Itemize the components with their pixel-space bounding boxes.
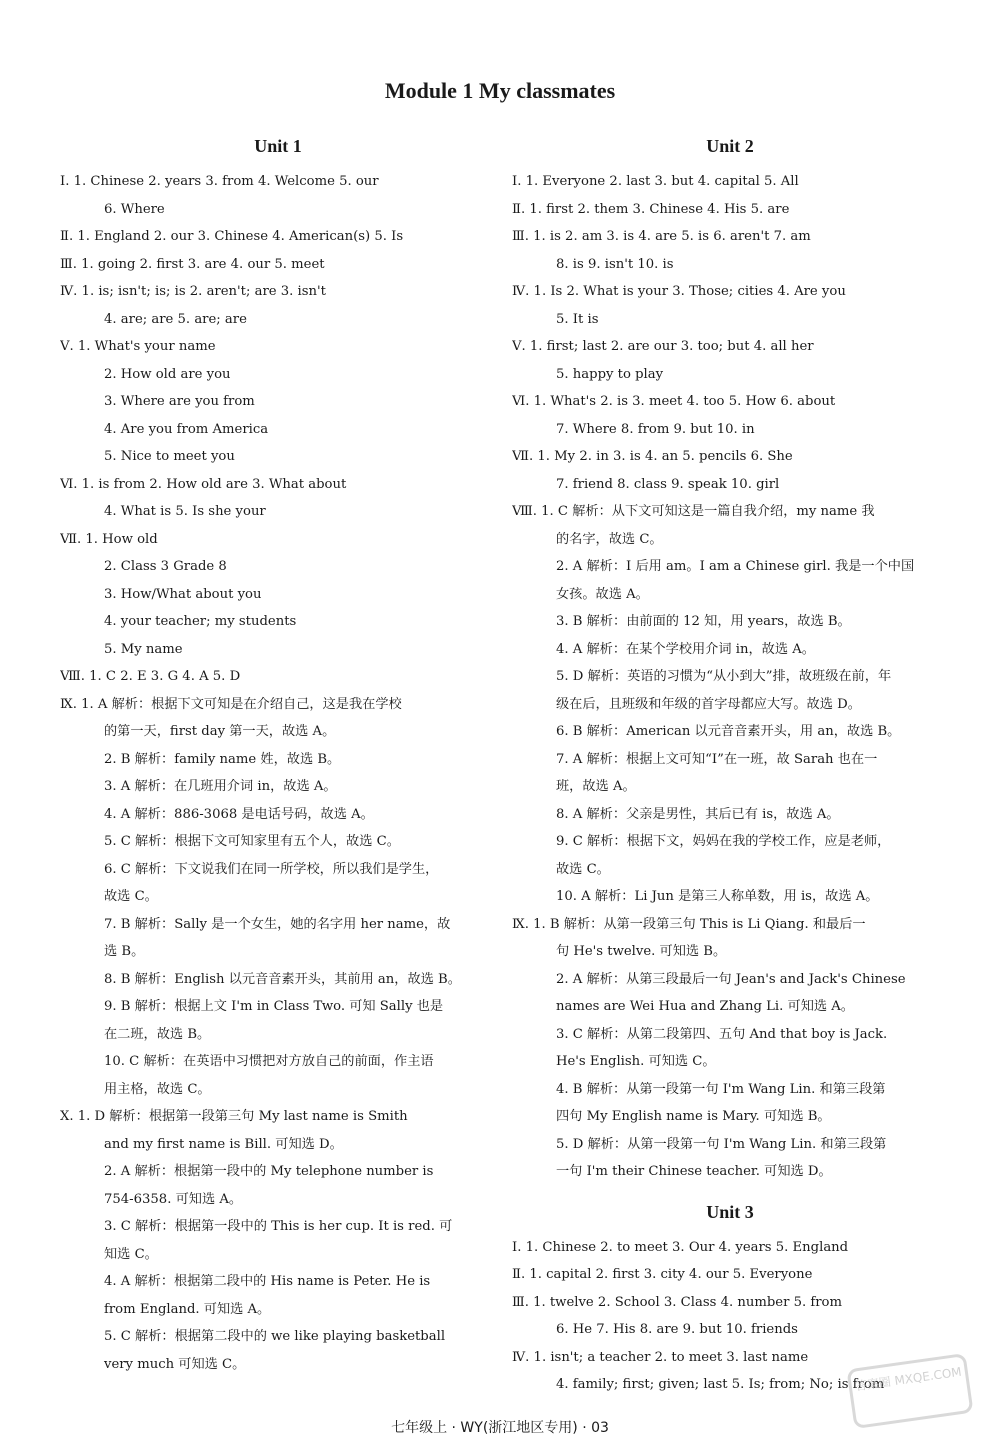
answer-line: Ⅱ. 1. England 2. our 3. Chinese 4. American(s) 5. Is <box>60 229 404 244</box>
answer-line: Ⅲ. 1. going 2. first 3. are 4. our 5. meet <box>60 256 325 272</box>
answer-line: Ⅳ. 1. Is 2. What is your 3. Those; cities 4. Are you <box>512 284 846 299</box>
answer-line: Ⅷ. 1. C 2. E 3. G 4. A 5. D <box>60 669 241 684</box>
answer-line: 5. My name <box>104 641 183 657</box>
answer-line: Ⅱ. 1. first 2. them 3. Chinese 4. His 5. are <box>512 201 790 217</box>
answer-line: Ⅳ. 1. isn't; a teacher 2. to meet 3. last name <box>512 1349 809 1365</box>
answer-line: 知选 C。 <box>104 1246 158 1262</box>
answer-line: 10. C 解析：在英语中习惯把对方放自己的前面，作主语 <box>104 1054 434 1069</box>
answer-line: 2. A 解析：根据第一段中的 My telephone number is <box>104 1164 434 1179</box>
answer-line: 7. Where 8. from 9. but 10. in <box>556 421 755 437</box>
unit-1-heading: Unit 1 <box>254 136 302 156</box>
answer-line: Ⅲ. 1. twelve 2. School 3. Class 4. number 5. from <box>512 1294 842 1310</box>
answer-line: names are Wei Hua and Zhang Li. 可知选 A。 <box>556 999 854 1014</box>
answer-line: Ⅲ. 1. is 2. am 3. is 4. are 5. is 6. aren't 7. am <box>512 229 811 244</box>
answer-line: 在二班，故选 B。 <box>104 1026 211 1042</box>
answer-line: 故选 C。 <box>556 861 610 877</box>
answer-line: 4. A 解析：在某个学校用介词 in，故选 A。 <box>556 641 815 657</box>
answer-line: 4. A 解析：886-3068 是电话号码，故选 A。 <box>104 806 374 822</box>
answer-line: 的第一天，first day 第一天，故选 A。 <box>104 724 336 739</box>
answer-line: 3. C 解析：从第二段第四、五句 And that boy is Jack. <box>556 1026 888 1042</box>
answer-line: 5. happy to play <box>556 366 664 382</box>
answer-line: 9. C 解析：根据下文，妈妈在我的学校工作，应是老师， <box>556 834 891 849</box>
answer-line: 2. A 解析：从第三段最后一句 Jean's and Jack's Chinese <box>556 971 906 987</box>
answer-line: 4. Are you from America <box>104 421 269 437</box>
answer-line: 6. He 7. His 8. are 9. but 10. friends <box>556 1322 798 1337</box>
page-footer: 七年级上 · WY(浙江地区专用) · 03 <box>391 1420 609 1436</box>
answer-line: 7. friend 8. class 9. speak 10. girl <box>556 476 780 492</box>
answer-line: 用主格，故选 C。 <box>104 1081 211 1097</box>
answer-line: Ⅶ. 1. How old <box>60 531 158 547</box>
answer-line: 的名字，故选 C。 <box>556 531 663 547</box>
answer-line: 选 B。 <box>104 944 145 959</box>
answer-line: 3. A 解析：在几班用介词 in，故选 A。 <box>104 779 337 794</box>
answer-line: Ⅸ. 1. B 解析：从第一段第三句 This is Li Qiang. 和最后一 <box>512 916 866 932</box>
answer-line: 7. A 解析：根据上文可知“I”在一班，故 Sarah 也在一 <box>556 751 878 767</box>
answer-line: Ⅴ. 1. first; last 2. are our 3. too; but 4. all her <box>512 339 814 354</box>
answer-line: from England. 可知选 A。 <box>104 1301 271 1317</box>
answer-line: Ⅰ. 1. Everyone 2. last 3. but 4. capital 5. All <box>512 174 799 189</box>
unit-2-answers <box>512 168 948 1186</box>
answer-line: 4. A 解析：根据第二段中的 His name is Peter. He is <box>104 1274 431 1289</box>
answer-line: Ⅳ. 1. is; isn't; is; is 2. aren't; are 3. isn't <box>60 284 326 299</box>
answer-line: 9. B 解析：根据上文 I'm in Class Two. 可知 Sally 也是 <box>104 999 444 1014</box>
unit-1-answers <box>60 168 496 1378</box>
answer-line: 4. are; are 5. are; are <box>104 311 247 327</box>
answer-line: 6. C 解析：下文说我们在同一所学校，所以我们是学生， <box>104 861 439 877</box>
answer-line: 5. D 解析：从第一段第一句 I'm Wang Lin. 和第三段第 <box>556 1136 887 1152</box>
answer-line: 8. A 解析：父亲是男性，其后已有 is，故选 A。 <box>556 806 840 822</box>
answer-line: 故选 C。 <box>104 889 158 904</box>
answer-line: 5. It is <box>556 311 599 327</box>
answer-line: Ⅴ. 1. What's your name <box>60 339 216 354</box>
answer-line: 10. A 解析：Li Jun 是第三人称单数，用 is，故选 A。 <box>556 889 879 904</box>
answer-line: Ⅱ. 1. capital 2. first 3. city 4. our 5. Everyone <box>512 1267 813 1282</box>
answer-line: Ⅹ. 1. D 解析：根据第一段第三句 My last name is Smith <box>60 1109 408 1124</box>
answer-line: He's English. 可知选 C。 <box>556 1054 716 1069</box>
answer-line: 6. Where <box>104 201 165 217</box>
answer-line: 级在后，且班级和年级的首字母都应大写。故选 D。 <box>556 696 861 712</box>
answer-line: 754-6358. 可知选 A。 <box>104 1191 243 1207</box>
answer-line: 6. B 解析：American 以元音音素开头，用 an，故选 B。 <box>556 724 901 739</box>
answer-line: 7. B 解析：Sally 是一个女生，她的名字用 her name，故 <box>104 916 451 932</box>
answer-line: 女孩。故选 A。 <box>556 586 649 602</box>
page-title: Module 1 My classmates <box>384 78 616 103</box>
answer-line: 2. B 解析：family name 姓，故选 B。 <box>104 751 341 767</box>
answer-line: Ⅶ. 1. My 2. in 3. is 4. an 5. pencils 6. She <box>512 449 793 464</box>
answer-line: 班，故选 A。 <box>556 779 636 794</box>
answer-line: 2. Class 3 Grade 8 <box>104 559 227 574</box>
answer-line: 5. D 解析：英语的习惯为“从小到大”排，故班级在前，年 <box>556 669 892 684</box>
answer-line: 5. Nice to meet you <box>104 449 235 464</box>
answer-line: and my first name is Bill. 可知选 D。 <box>104 1136 343 1152</box>
answer-line: 3. How/What about you <box>104 586 262 602</box>
answer-line: 2. How old are you <box>104 366 231 382</box>
unit-3-heading: Unit 3 <box>706 1201 754 1222</box>
answer-line: 四句 My English name is Mary. 可知选 B。 <box>556 1109 831 1124</box>
answer-line: Ⅵ. 1. What's 2. is 3. meet 4. too 5. How 6. about <box>512 394 836 409</box>
answer-line: 句 He's twelve. 可知选 B。 <box>556 944 727 959</box>
answer-line: 8. is 9. isn't 10. is <box>556 256 674 272</box>
answer-line: Ⅵ. 1. is from 2. How old are 3. What about <box>60 476 347 492</box>
answer-line: 4. What is 5. Is she your <box>104 504 266 519</box>
answer-line: Ⅰ. 1. Chinese 2. to meet 3. Our 4. years 5. England <box>512 1239 849 1255</box>
answer-line: 5. C 解析：根据第二段中的 we like playing basketball <box>104 1329 446 1344</box>
answer-line: 4. your teacher; my students <box>104 614 297 629</box>
answer-line: 5. C 解析：根据下文可知家里有五个人，故选 C。 <box>104 834 400 849</box>
answer-line: 3. B 解析：由前面的 12 知，用 years，故选 B。 <box>556 614 851 629</box>
answer-line: Ⅸ. 1. A 解析：根据下文可知是在介绍自己，这是我在学校 <box>60 696 402 712</box>
answer-line: 2. A 解析：I 后用 am。I am a Chinese girl. 我是一个中国 <box>556 559 915 574</box>
answer-line: 4. family; first; given; last 5. Is; from; No; is from <box>556 1377 885 1392</box>
unit-2-heading: Unit 2 <box>706 136 754 156</box>
left-column <box>60 130 496 1378</box>
answer-line: 3. Where are you from <box>104 394 255 409</box>
answer-line: 3. C 解析：根据第一段中的 This is her cup. It is red. 可 <box>104 1219 453 1234</box>
answer-line: Ⅰ. 1. Chinese 2. years 3. from 4. Welcome 5. our <box>60 174 379 189</box>
right-column <box>512 130 948 1399</box>
answer-line: 4. B 解析：从第一段第一句 I'm Wang Lin. 和第三段第 <box>556 1081 886 1097</box>
answer-line: very much 可知选 C。 <box>104 1356 246 1372</box>
watermark-logo: 答案圈 MXQE.COM <box>846 1353 973 1429</box>
answer-line: Ⅷ. 1. C 解析：从下文可知这是一篇自我介绍，my name 我 <box>512 504 875 519</box>
answer-line: 一句 I'm their Chinese teacher. 可知选 D。 <box>556 1164 832 1179</box>
answer-line: 8. B 解析：English 以元音音素开头，其前用 an，故选 B。 <box>104 971 461 987</box>
